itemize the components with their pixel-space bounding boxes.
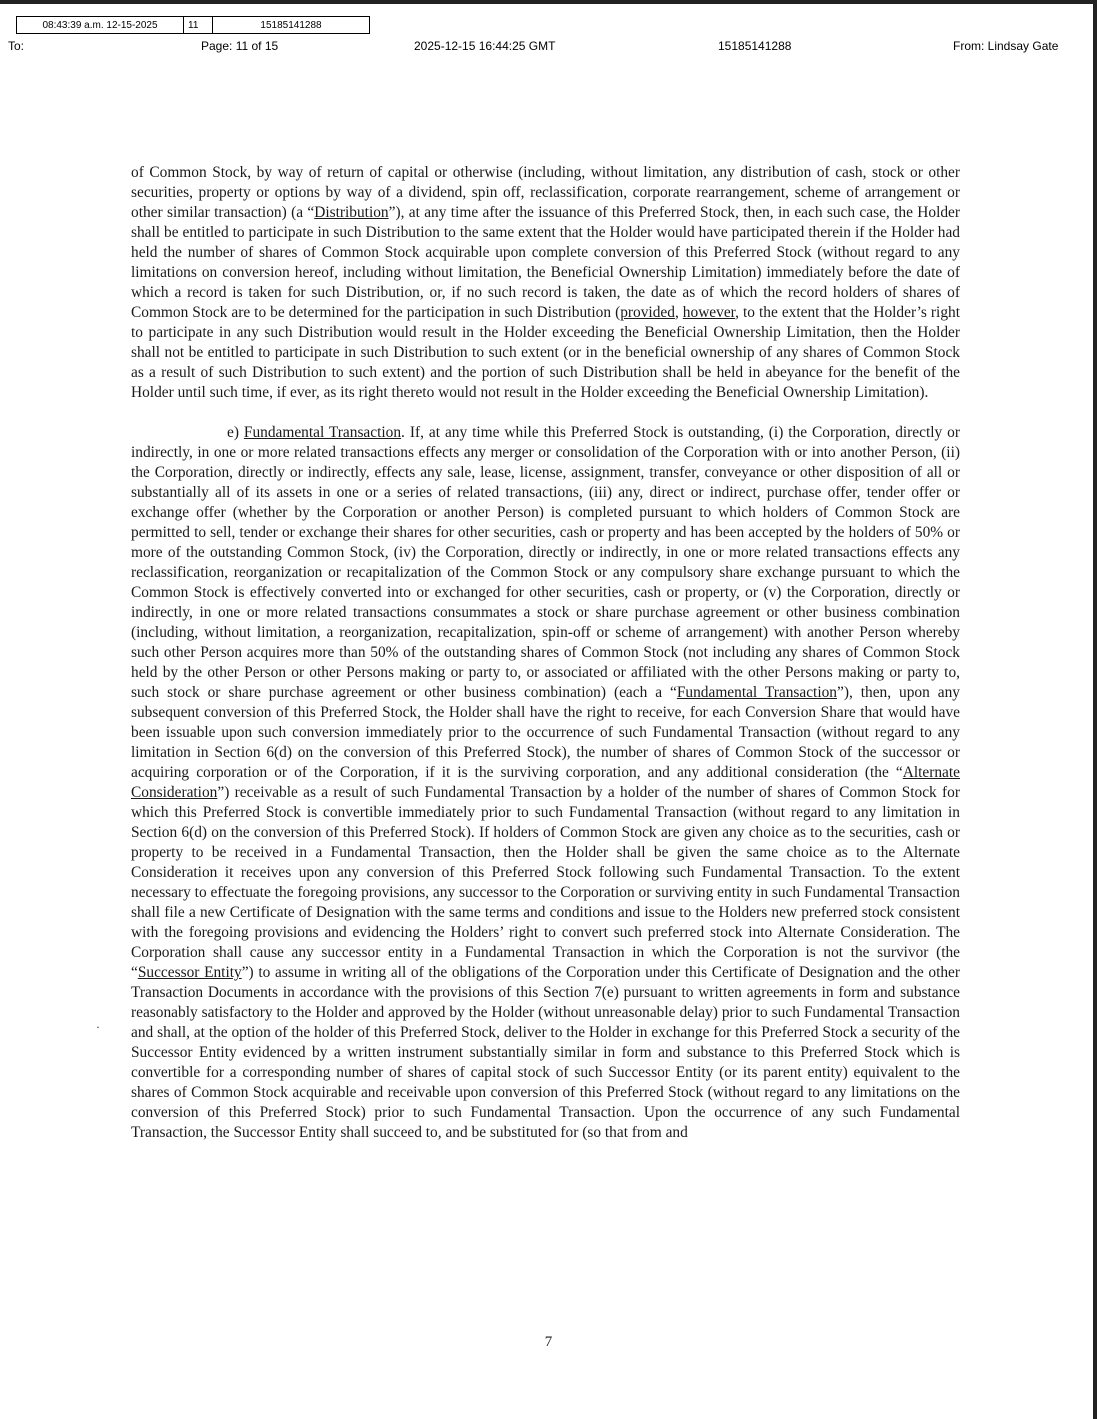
- fax-to: To:: [8, 39, 25, 53]
- defined-term-fundamental-transaction: Fundamental Transaction: [676, 684, 837, 701]
- scan-artifact: ·: [96, 1020, 100, 1034]
- fax-date: 2025-12-15 16:44:25 GMT: [414, 39, 556, 53]
- fax-stamp-box: [16, 16, 370, 34]
- text-segment: ”) to assume in writing all of the obligations of the Corporation under this Certificate of Designation and the other Transaction Documents in accordance with the provisions of this Section 7(e) pursuant to written agreements in form and substance reasonably satisfactory to the Holder and approved by the Holder (without unreasonable delay) prior to such Fundamental Transaction and shall, at the option of the holder of this Preferred Stock, deliver to the Holder in exchange for this Preferred Stock a security of the Successor Entity evidenced by a written instrument substantially similar in form and substance to this Preferred Stock which is convertible for a corresponding number of shares of capital stock of such Successor Entity (or its parent entity) equivalent to the shares of Common Stock acquirable and receivable upon conversion of this Preferred Stock (without regard to any limitations on the conversion of this Preferred Stock) prior to such Fundamental Transaction. Upon the occurrence of any such Fundamental Transaction, the Successor Entity shall succeed to, and be substituted for (so that from and: [131, 964, 961, 1141]
- defined-term-distribution: Distribution: [314, 204, 389, 221]
- fax-top-border: [0, 0, 1097, 4]
- page-number: 7: [544, 1334, 553, 1350]
- text-segment: . If, at any time while this Preferred Stock is outstanding, (i) the Corporation, directly or indirectly, in one or more related transactions effects any merger or consolidation of the Corporation with or into another Person, (ii) the Corporation, directly or indirectly, effects any sale, lease, license, assignment, transfer, conveyance or other disposition of all or substantially all of its assets in one or a series of related transactions, (iii) any, direct or indirect, purchase offer, tender offer or exchange offer (whether by the Corporation or another Person) is completed pursuant to which holders of Common Stock are permitted to sell, tender or exchange their shares for other securities, cash or property and has been accepted by the holders of 50% or more of the outstanding Common Stock, (iv) the Corporation, directly or indirectly, in one or more related transactions effects any reclassification, reorganization or recapitalization of the Common Stock or any compulsory share exchange pursuant to which the Common Stock is effectively converted into or exchanged for other securities, cash or property, or (v) the Corporation, directly or indirectly, in one or more related transactions consummates a stock or share purchase agreement or other business combination (including, without limitation, a reorganization, recapitalization, spin-off or scheme of arrangement) with another Person whereby such other Person acquires more than 50% of the outstanding shares of Common Stock (not including any shares of Common Stock held by the other Person or other Persons making or party to, or associated or affiliated with the other Persons making or party to, such stock or share purchase agreement or other business combination) (each a “: [131, 424, 960, 701]
- stamp-datetime: 08:43:39 a.m. 12-15-2025: [17, 17, 184, 33]
- term-provided: provided: [620, 304, 675, 321]
- text-segment: ,: [674, 304, 683, 321]
- section-label: e): [227, 424, 244, 441]
- defined-term-alternate-consideration: Alternate Consideration: [131, 764, 960, 801]
- fax-page-count: Page: 11 of 15: [201, 39, 279, 53]
- fax-number: 15185141288: [718, 39, 792, 53]
- term-however: however: [682, 304, 736, 321]
- text-segment: ”), at any time after the issuance of this Preferred Stock, then, in each such case, the Holder shall be entitled to participate in such Distribution to the same extent that the Holder would have participated therein if the Holder had held the number of shares of Common Stock acquirable upon complete conversion of this Preferred Stock (without regard to any limitations on conversion hereof, including without limitation, the Beneficial Ownership Limitation) immediately before the date of which a record is taken for such Distribution, or, if no such record is taken, the date as of which the record holders of shares of Common Stock are to be determined for the participation in such Distribution (: [131, 204, 960, 321]
- text-segment: , to the extent that the Holder’s right to participate in any such Distribution would result in the Holder exceeding the Beneficial Ownership Limitation, then the Holder shall not be entitled to participate in such Distribution to such extent (or in the beneficial ownership of any shares of Common Stock as a result of such Distribution to such extent) and the portion of such Distribution shall be held in abeyance for the benefit of the Holder until such time, if ever, as its right thereto would not result in the Holder exceeding the Beneficial Ownership Limitation).: [131, 304, 960, 401]
- stamp-number: 15185141288: [260, 19, 322, 31]
- text-segment: ”), then, upon any subsequent conversion of this Preferred Stock, the Holder shall have the right to receive, for each Conversion Share that would have been issuable upon such conversion immediately prior to the occurrence of such Fundamental Transaction (without regard to any limitation in Section 6(d) on the conversion of this Preferred Stock), the number of shares of Common Stock of the successor or acquiring corporation or of the Corporation, if it is the surviving corporation, and any additional consideration (the “: [131, 684, 960, 781]
- section-heading: Fundamental Transaction: [243, 424, 402, 441]
- fax-right-border: [1093, 0, 1097, 1419]
- text-segment: ”) receivable as a result of such Fundamental Transaction by a holder of the number of shares of Common Stock for which this Preferred Stock is convertible immediately prior to such Fundamental Transaction (without regard to any limitation in Section 6(d) on the conversion of this Preferred Stock). If holders of Common Stock are given any choice as to the securities, cash or property to be received in a Fundamental Transaction, then the Holder shall be given the same choice as to the Alternate Consideration it receives upon any conversion of this Preferred Stock following such Fundamental Transaction. To the extent necessary to effectuate the foregoing provisions, any successor to the Corporation or surviving entity in such Fundamental Transaction shall file a new Certificate of Designation with the same terms and conditions and issue to the Holders new preferred stock consistent with the foregoing provisions and evidencing the Holders’ right to convert such preferred stock into Alternate Consideration. The Corporation shall cause any successor entity in a Fundamental Transaction in which the Corporation is not the survivor (the “: [131, 784, 960, 981]
- text-segment: of Common Stock, by way of return of capital or otherwise (including, without limitation, any distribution of cash, stock or other securities, property or options by way of a dividend, spin off, reclassification, corporate rearrangement, scheme of arrangement or other similar transaction) (a “: [131, 164, 960, 221]
- fax-from: From: Lindsay Gate: [953, 39, 1059, 53]
- paragraph-distribution: [131, 163, 960, 403]
- paragraph-fundamental-transaction: [131, 423, 960, 1143]
- fax-header: [8, 39, 1097, 57]
- document-body: [131, 163, 960, 1143]
- defined-term-successor-entity: Successor Entity: [137, 964, 242, 981]
- stamp-page: 11: [184, 17, 213, 33]
